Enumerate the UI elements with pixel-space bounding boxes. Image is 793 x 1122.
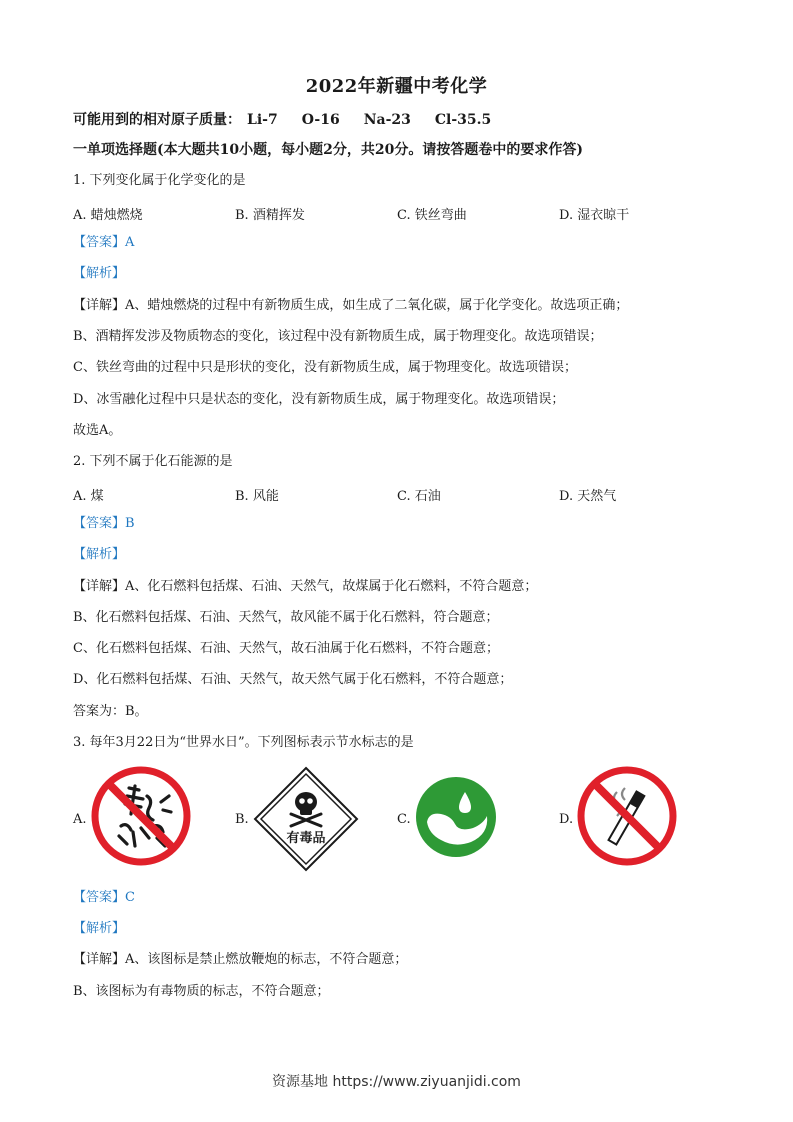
toxic-label: 有毒品 xyxy=(286,831,326,846)
q1-option-b: B. 酒精挥发 xyxy=(235,208,305,223)
atomic-mass-line xyxy=(73,112,491,128)
q2-option-d: D. 天然气 xyxy=(559,489,617,504)
atomic-mass-na: Na-23 xyxy=(363,112,411,128)
q2-conclusion: 答案为：B。 xyxy=(73,704,148,719)
q2-stem: 2. 下列不属于化石能源的是 xyxy=(73,454,233,469)
q2-line-d: D、化石燃料包括煤、石油、天然气，故天然气属于化石燃料，不符合题意； xyxy=(73,672,513,687)
q2-option-a: A. 煤 xyxy=(73,489,104,504)
q1-option-d: D. 湿衣晾干 xyxy=(559,208,630,223)
atomic-mass-cl: Cl-35.5 xyxy=(434,112,492,128)
q1-line-c: C、铁丝弯曲的过程中只是形状的变化，没有新物质生成，属于物理变化。故选项错误； xyxy=(73,360,577,375)
section-heading: 一单项选择题(本大题共10小题，每小题2分，共20分。请按答题卷中的要求作答) xyxy=(73,142,583,158)
q1-answer: 【答案】A xyxy=(73,235,135,250)
atomic-mass-li: Li-7 xyxy=(247,112,278,128)
q3-sign-options xyxy=(73,766,733,872)
q3-analysis: 【解析】 xyxy=(73,921,126,936)
q3-stem: 3. 每年3月22日为“世界水日”。下列图标表示节水标志的是 xyxy=(73,735,414,750)
q2-option-b: B. 风能 xyxy=(235,489,279,504)
water-saving-icon xyxy=(415,776,497,858)
q2-analysis: 【解析】 xyxy=(73,547,126,562)
q3-answer: 【答案】C xyxy=(73,890,135,905)
no-smoking-icon xyxy=(577,766,677,866)
q2-answer: 【答案】B xyxy=(73,516,135,531)
atomic-mass-label: 可能用到的相对原子质量： xyxy=(73,112,241,128)
atomic-mass-o: O-16 xyxy=(301,112,340,128)
q2-detail: 【详解】A、化石燃料包括煤、石油、天然气，故煤属于化石燃料，不符合题意； xyxy=(73,579,538,594)
q3-option-d-label: D. xyxy=(559,812,574,827)
q3-option-a-label: A. xyxy=(73,812,87,827)
q1-line-d: D、冰雪融化过程中只是状态的变化，没有新物质生成，属于物理变化。故选项错误； xyxy=(73,392,565,407)
q1-detail: 【详解】A、蜡烛燃烧的过程中有新物质生成，如生成了二氧化碳，属于化学变化。故选项正确； xyxy=(73,298,629,313)
q1-option-a: A. 蜡烛燃烧 xyxy=(73,208,143,223)
q3-detail: 【详解】A、该图标是禁止燃放鞭炮的标志，不符合题意； xyxy=(73,952,408,967)
q2-options xyxy=(73,485,733,504)
q1-stem: 1. 下列变化属于化学变化的是 xyxy=(73,173,246,188)
q3-option-b-label: B. xyxy=(235,812,249,827)
q1-conclusion: 故选A。 xyxy=(73,423,122,438)
q1-options xyxy=(73,204,733,223)
no-firecrackers-icon xyxy=(91,766,191,866)
toxic-substance-icon xyxy=(253,766,359,872)
q2-line-b: B、化石燃料包括煤、石油、天然气，故风能不属于化石燃料，符合题意； xyxy=(73,610,499,625)
page-title: 2022年新疆中考化学 xyxy=(305,76,488,97)
q2-line-c: C、化石燃料包括煤、石油、天然气，故石油属于化石燃料，不符合题意； xyxy=(73,641,499,656)
q3-line-b: B、该图标为有毒物质的标志，不符合题意； xyxy=(73,984,330,999)
q3-option-c-label: C. xyxy=(397,812,411,827)
q1-analysis: 【解析】 xyxy=(73,266,126,281)
q1-option-c: C. 铁丝弯曲 xyxy=(397,208,467,223)
footer-watermark: 资源基地 https://www.ziyuanjidi.com xyxy=(272,1074,521,1090)
q2-option-c: C. 石油 xyxy=(397,489,441,504)
q1-line-b: B、酒精挥发涉及物质物态的变化，该过程中没有新物质生成，属于物理变化。故选项错误； xyxy=(73,329,603,344)
